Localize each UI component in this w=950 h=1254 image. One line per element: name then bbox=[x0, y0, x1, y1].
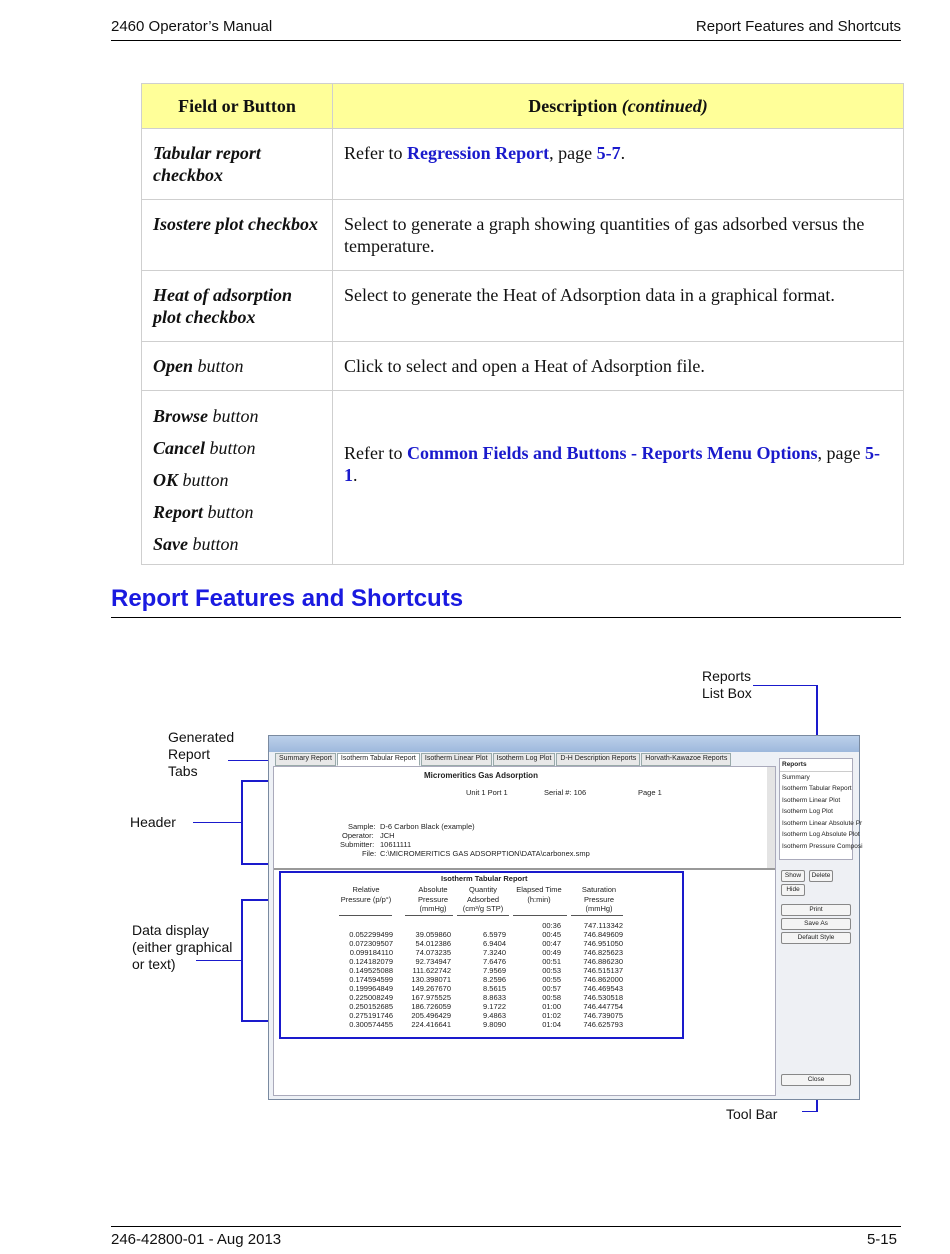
callout-toolbar: Tool Bar bbox=[726, 1106, 778, 1122]
table-row bbox=[142, 342, 904, 391]
close-button[interactable]: Close bbox=[781, 1074, 851, 1086]
serial-number: Serial #: 106 bbox=[544, 788, 587, 797]
data-cell: 8.8633 bbox=[483, 993, 506, 1002]
data-cell: 00:51 bbox=[542, 957, 561, 966]
operator-value: JCH bbox=[380, 831, 395, 840]
list-item[interactable]: Summary bbox=[782, 773, 810, 781]
data-cell: 0.099184110 bbox=[349, 948, 393, 957]
data-cell: 0.072309507 bbox=[349, 939, 393, 948]
field-cell: Heat of adsorption plot checkbox bbox=[142, 271, 333, 342]
hide-button[interactable]: Hide bbox=[781, 884, 805, 896]
header-description: Description (continued) bbox=[333, 84, 904, 129]
field-cell: Browse button Cancel button OK button Report button Save button bbox=[142, 391, 333, 565]
data-cell: 8.2596 bbox=[483, 975, 506, 984]
description-cell: Refer to Common Fields and Buttons - Reports Menu Options, page 5-1. bbox=[333, 391, 904, 565]
data-cell bbox=[456, 921, 506, 930]
data-cell: 00:53 bbox=[542, 966, 561, 975]
col-rule bbox=[457, 915, 509, 916]
callout-header: Header bbox=[130, 814, 176, 830]
field-cell: Tabular report checkbox bbox=[142, 129, 333, 200]
page-link[interactable]: 5-1 bbox=[344, 443, 881, 485]
data-cell: 00:36 bbox=[542, 921, 561, 930]
callout-bracket bbox=[241, 899, 243, 1022]
table-row bbox=[142, 200, 904, 271]
header-scrollbar[interactable] bbox=[767, 767, 775, 868]
report-header bbox=[274, 767, 775, 870]
save-as-button[interactable]: Save As bbox=[781, 918, 851, 930]
page-number: Page 1 bbox=[638, 788, 662, 797]
data-cell: 01:00 bbox=[542, 1002, 561, 1011]
table-row bbox=[142, 271, 904, 342]
delete-button[interactable]: Delete bbox=[809, 870, 833, 882]
data-cell: 746.849609 bbox=[583, 930, 623, 939]
callout-report-tabs: Generated Report Tabs bbox=[168, 729, 235, 779]
data-cell: 746.739075 bbox=[583, 1011, 623, 1020]
data-cell: 7.6476 bbox=[483, 957, 506, 966]
submitter-label: Submitter: bbox=[340, 840, 375, 849]
operator-label: Operator: bbox=[342, 831, 374, 840]
data-cell: 224.416641 bbox=[411, 1020, 451, 1029]
data-cell: 746.530518 bbox=[583, 993, 623, 1002]
field-description-table bbox=[141, 83, 904, 565]
col-rule bbox=[513, 915, 567, 916]
default-style-button[interactable]: Default Style bbox=[781, 932, 851, 944]
unit-port: Unit 1 Port 1 bbox=[466, 788, 508, 797]
tab-horvath-kawazoe-reports[interactable]: Horvath-Kawazoe Reports bbox=[641, 753, 731, 766]
section-rule bbox=[111, 617, 901, 618]
section-title: Report Features and Shortcuts bbox=[111, 585, 464, 612]
table-header-row bbox=[142, 84, 904, 129]
data-cell: 747.113342 bbox=[583, 921, 623, 930]
data-cell: 00:49 bbox=[542, 948, 561, 957]
data-cell: 00:45 bbox=[542, 930, 561, 939]
list-item[interactable]: Isotherm Linear Plot bbox=[782, 796, 841, 804]
data-cell: 746.515137 bbox=[583, 966, 623, 975]
toolbar-panel bbox=[779, 754, 863, 1094]
data-cell: 6.5979 bbox=[483, 930, 506, 939]
description-cell: Refer to Regression Report, page 5-7. bbox=[333, 129, 904, 200]
data-cell: 6.9404 bbox=[483, 939, 506, 948]
file-label: File: bbox=[362, 849, 377, 858]
data-cell: 54.012386 bbox=[415, 939, 451, 948]
data-cell: 205.496429 bbox=[411, 1011, 451, 1020]
data-cell: 746.825623 bbox=[583, 948, 623, 957]
data-cell: 746.886230 bbox=[583, 957, 623, 966]
column-quantity bbox=[456, 921, 506, 1029]
col-header-absolute: Absolute Pressure (mmHg) bbox=[417, 885, 448, 913]
running-header-left: 2460 Operator’s Manual bbox=[111, 18, 273, 35]
col-header-relative: Relative Pressure (p/p°) bbox=[340, 885, 392, 904]
submitter-value: 10611111 bbox=[380, 840, 412, 849]
footer-page-number: 5-15 bbox=[866, 1231, 897, 1248]
callout-reports-list: Reports List Box bbox=[702, 668, 752, 701]
callout-line bbox=[196, 960, 242, 961]
data-cell: 9.1722 bbox=[483, 1002, 506, 1011]
data-cell: 74.073235 bbox=[415, 948, 451, 957]
data-cell: 0.052299499 bbox=[349, 930, 393, 939]
list-item[interactable]: Isotherm Log Plot bbox=[782, 808, 833, 815]
report-title: Micromeritics Gas Adsorption bbox=[424, 771, 538, 780]
header-rule bbox=[111, 40, 901, 41]
col-rule bbox=[405, 915, 453, 916]
callout-line bbox=[193, 822, 242, 823]
data-cell: 0.225008249 bbox=[349, 993, 393, 1002]
list-item[interactable]: Isotherm Log Absolute Plot bbox=[782, 831, 860, 838]
data-cell: 130.398071 bbox=[411, 975, 451, 984]
data-cell: 00:57 bbox=[542, 984, 561, 993]
data-cell: 00:55 bbox=[542, 975, 561, 984]
col-header-saturation: Saturation Pressure (mmHg) bbox=[581, 885, 617, 913]
data-title: Isotherm Tabular Report bbox=[441, 874, 528, 883]
data-cell: 39.059860 bbox=[415, 930, 451, 939]
callout-bracket bbox=[241, 780, 243, 865]
file-value: C:\MICROMERITICS GAS ADSORPTION\DATA\carbonex.smp bbox=[380, 849, 590, 858]
reports-list-box[interactable] bbox=[779, 758, 863, 860]
window-titlebar bbox=[269, 736, 859, 752]
column-elapsed-time bbox=[513, 921, 561, 1029]
data-cell: 0.275191746 bbox=[349, 1011, 393, 1020]
data-cell: 111.622742 bbox=[412, 966, 451, 975]
column-relative-pressure bbox=[336, 921, 393, 1029]
tab-isotherm-linear-plot[interactable]: Isotherm Linear Plot bbox=[421, 753, 492, 766]
col-rule bbox=[339, 915, 392, 916]
footer-doc-number: 246-42800-01 - Aug 2013 bbox=[111, 1231, 282, 1248]
tab-isotherm-log-plot[interactable]: Isotherm Log Plot bbox=[493, 753, 556, 766]
description-cell: Select to generate the Heat of Adsorption data in a graphical format. bbox=[333, 271, 904, 342]
report-window-screenshot bbox=[268, 735, 863, 1100]
data-cell: 00:47 bbox=[542, 939, 561, 948]
tab-isotherm-tabular-report[interactable]: Isotherm Tabular Report bbox=[337, 753, 420, 766]
tab-summary-report[interactable]: Summary Report bbox=[275, 753, 336, 766]
data-cell: 92.734947 bbox=[415, 957, 451, 966]
col-header-time: Elapsed Time (h:min) bbox=[516, 885, 562, 904]
table-row bbox=[142, 129, 904, 200]
list-item[interactable]: Isotherm Linear Absolute Pr bbox=[782, 819, 863, 827]
data-cell: 167.975525 bbox=[411, 993, 451, 1002]
column-absolute-pressure bbox=[396, 921, 451, 1029]
header-field: Field or Button bbox=[142, 84, 333, 129]
data-cell: 01:02 bbox=[542, 1011, 561, 1020]
tab-dh-description-reports[interactable]: D-H Description Reports bbox=[556, 753, 640, 766]
field-cell: Open button bbox=[142, 342, 333, 391]
data-cell: 0.300574455 bbox=[349, 1020, 393, 1029]
data-display bbox=[279, 871, 684, 1039]
callout-data-display: Data display (either graphical or text) bbox=[132, 922, 233, 972]
reports-list-header: Reports bbox=[780, 759, 852, 772]
data-cell: 746.862000 bbox=[583, 975, 623, 984]
footer-rule bbox=[111, 1226, 901, 1227]
report-tabs bbox=[275, 753, 732, 766]
common-fields-link[interactable]: Common Fields and Buttons - Reports Menu Options bbox=[406, 443, 818, 463]
data-cell bbox=[396, 921, 451, 930]
data-cell: 0.250152685 bbox=[349, 1002, 393, 1011]
data-cell: 746.469543 bbox=[583, 984, 623, 993]
field-cell: Isostere plot checkbox bbox=[142, 200, 333, 271]
print-button[interactable]: Print bbox=[781, 904, 851, 916]
callout-line bbox=[753, 685, 817, 686]
data-cell bbox=[336, 921, 393, 930]
col-rule bbox=[571, 915, 623, 916]
list-item[interactable]: Isotherm Pressure Composi bbox=[782, 842, 863, 850]
description-cell: Click to select and open a Heat of Adsorption file. bbox=[333, 342, 904, 391]
data-cell: 149.267670 bbox=[411, 984, 451, 993]
list-item[interactable]: Isotherm Tabular Report bbox=[782, 785, 852, 792]
sample-value: D-6 Carbon Black (example) bbox=[380, 822, 475, 831]
data-cell: 746.951050 bbox=[583, 939, 623, 948]
data-cell: 0.174594599 bbox=[349, 975, 393, 984]
col-header-quantity: Quantity Adsorbed (cm³/g STP) bbox=[462, 885, 504, 913]
table-row bbox=[142, 391, 904, 565]
report-pane bbox=[273, 766, 776, 1096]
column-saturation-pressure bbox=[567, 921, 623, 1029]
description-cell: Select to generate a graph showing quantities of gas adsorbed versus the temperature. bbox=[333, 200, 904, 271]
data-cell: 0.124182079 bbox=[349, 957, 393, 966]
data-cell: 0.199964849 bbox=[349, 984, 393, 993]
data-cell: 8.5615 bbox=[483, 984, 506, 993]
data-cell: 746.625793 bbox=[583, 1020, 623, 1029]
sample-label: Sample: bbox=[348, 822, 376, 831]
data-cell: 186.726059 bbox=[411, 1002, 451, 1011]
data-cell: 9.4863 bbox=[483, 1011, 506, 1020]
regression-report-link[interactable]: Regression Report bbox=[406, 143, 550, 163]
data-cell: 7.9569 bbox=[483, 966, 506, 975]
data-cell: 0.149525088 bbox=[349, 966, 393, 975]
data-cell: 00:58 bbox=[542, 993, 561, 1002]
data-cell: 01:04 bbox=[542, 1020, 561, 1029]
page-link[interactable]: 5-7 bbox=[596, 143, 621, 163]
data-cell: 7.3240 bbox=[483, 948, 506, 957]
data-cell: 746.447754 bbox=[583, 1002, 623, 1011]
data-cell: 9.8090 bbox=[483, 1020, 506, 1029]
show-button[interactable]: Show bbox=[781, 870, 805, 882]
running-header-right: Report Features and Shortcuts bbox=[695, 18, 901, 35]
